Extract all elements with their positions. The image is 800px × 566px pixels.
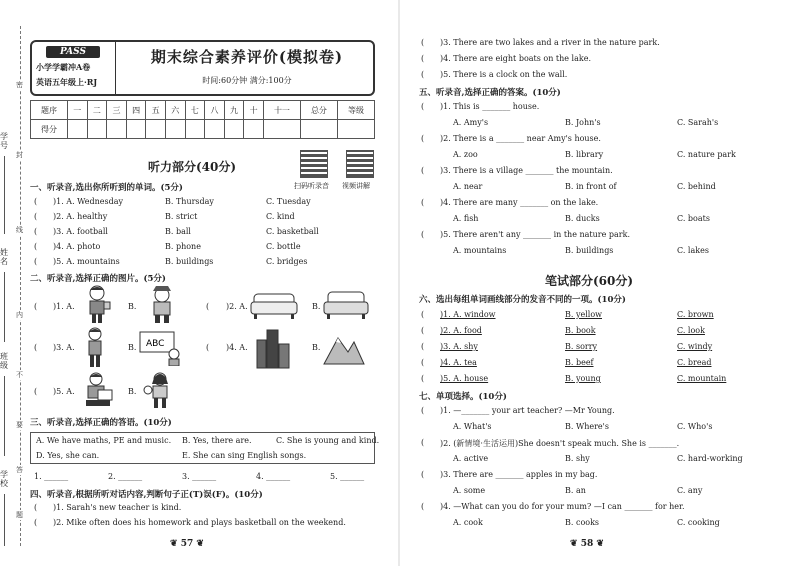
word-option-a: )1. A. window [440,310,496,319]
name-line [4,272,5,342]
choice-c: C. any [677,486,703,495]
question-option-b: B. phone [165,242,201,251]
class-label: 班级 [0,352,8,370]
score-cell: 一 [68,101,88,120]
answer-bracket[interactable]: ( [421,358,425,367]
question-stem: )4. —What can you do for your mum? —I can _______ for her. [440,502,685,511]
cut-word: 题 [16,511,23,519]
cut-word: 不 [16,371,23,379]
question-stem: )4. There are many _______ on the lake. [440,198,599,207]
listening-section-title: 听力部分(40分) [148,160,237,174]
answer-bracket[interactable]: ( [34,518,38,527]
answer-bracket[interactable]: ( [34,227,38,236]
score-cell: 得分 [31,120,68,139]
written-section-title: 笔试部分(60分) [545,274,634,288]
girl-playing-picture[interactable] [140,370,180,410]
school-line [4,494,5,546]
score-cell: 十 [244,101,264,120]
score-header-row [31,101,375,120]
choice-a: A. cook [453,518,483,527]
section-2-heading: 二、听录音,选择正确的图片。(5分) [30,274,166,284]
grade-label: 英语五年级上·RJ [36,77,98,87]
answer-bracket[interactable]: ( [34,503,38,512]
question-option-c: C. Tuesday [266,197,311,206]
class-line [4,376,5,456]
score-table [30,100,375,139]
option-b-label: B. [128,343,137,352]
qr-audio-label: 扫码听录音 [294,182,329,190]
answer-option: E. She can sing English songs. [182,451,307,460]
answer-bracket[interactable]: ( [206,302,210,311]
page-number: 57 [180,539,194,549]
choice-a: A. mountains [453,246,507,255]
school-label: 学校 [0,470,8,488]
answer-bracket[interactable]: ( [421,54,425,63]
picture-question-1: )1. A. [53,302,75,311]
word-option-a: )3. A. shy [440,342,478,351]
choice-c: C. hard-working [677,454,743,463]
right-page [405,0,800,566]
armchair-picture[interactable] [322,290,370,320]
question-option-a: )1. A. Wednesday [53,197,123,206]
student-id-label: 学号 [0,132,8,150]
score-cell: 四 [126,101,146,120]
choice-b: B. ducks [565,214,600,223]
question-option-c: C. bridges [266,257,308,266]
answer-option: B. Yes, there are. [182,436,252,445]
answer-bracket[interactable]: ( [34,343,38,352]
choice-c: C. cooking [677,518,720,527]
leaf-icon: ❦ [570,539,581,549]
score-input-cell[interactable] [337,120,374,139]
score-input-cell[interactable] [107,120,127,139]
choice-a: A. Amy's [453,118,489,127]
score-input-cell[interactable] [244,120,264,139]
answer-bracket[interactable]: ( [34,197,38,206]
question-option-b: B. Thursday [165,197,214,206]
score-cell: 七 [185,101,205,120]
qr-video-label: 视频讲解 [342,182,370,190]
section-6-heading: 六、选出每组单词画线部分的发音不同的一项。(10分) [419,295,626,305]
question-stem: )1. This is _______ house. [440,102,540,111]
choice-b: B. library [565,150,604,159]
question-stem: )3. There are _______ apples in my bag. [440,470,598,479]
answer-bracket[interactable]: ( [34,212,38,221]
answer-blank[interactable]: 5. ______ [330,472,365,481]
page-number-left [170,539,204,549]
answer-bracket[interactable]: ( [34,257,38,266]
choice-b: B. cooks [565,518,600,527]
word-option-c: C. brown [677,310,714,319]
student-id-line [4,156,5,234]
choice-b: B. shy [565,454,590,463]
answer-bracket[interactable]: ( [421,406,425,415]
question-option-b: B. ball [165,227,191,236]
true-false-statement: )1. Sarah's new teacher is kind. [53,503,182,512]
choice-c: C. boats [677,214,710,223]
answer-bracket[interactable]: ( [421,230,425,239]
word-option-a: )4. A. tea [440,358,477,367]
blackboard-picture[interactable] [138,330,182,366]
score-value-row [31,120,375,139]
answer-bracket[interactable]: ( [421,326,425,335]
answer-bracket[interactable]: ( [421,38,425,47]
brand-name: 小学学霸冲A卷 [36,62,91,72]
choice-a: A. What's [453,422,492,431]
name-label: 姓名 [0,248,8,266]
choice-a: A. some [453,486,486,495]
answer-bracket[interactable]: ( [421,166,425,175]
picture-question-5: )5. A. [53,387,75,396]
cut-word: 答 [16,466,23,474]
cut-word: 要 [16,421,23,429]
choice-c: C. lakes [677,246,709,255]
board-text: ABC [146,339,165,349]
score-cell: 题序 [31,101,68,120]
answer-bracket[interactable]: ( [421,438,425,447]
question-stem: )2. (新情境·生活运用)She doesn't speak much. She is _______. [440,439,680,448]
score-cell: 五 [146,101,166,120]
word-option-c: C. windy [677,342,713,351]
brand-box [32,42,116,94]
section-3-heading: 三、听录音,选择正确的答语。(10分) [30,418,172,428]
cut-word: 线 [16,226,23,234]
choice-c: C. behind [677,182,716,191]
section-1-heading: 一、听录音,选出你所听到的单词。(5分) [30,183,183,193]
question-stem: )5. There aren't any _______ in the nature park. [440,230,630,239]
answer-blank[interactable]: 1. ______ [34,472,69,481]
answer-bracket[interactable]: ( [421,342,425,351]
word-option-c: C. bread [677,358,712,367]
left-page [0,0,395,566]
word-option-b: B. yellow [565,310,602,319]
exam-meta: 时间:60分钟 满分:100分 [202,76,292,85]
boy-standing-picture[interactable] [80,326,110,368]
score-input-cell[interactable] [146,120,166,139]
boy-reading-picture[interactable] [78,370,118,410]
score-input-cell[interactable] [87,120,107,139]
sofa-picture[interactable] [250,290,298,320]
choice-b: B. John's [565,118,601,127]
leaf-icon: ❦ [193,539,204,549]
choice-c: C. Who's [677,422,713,431]
choice-c: C. Sarah's [677,118,719,127]
answer-bracket[interactable]: ( [421,102,425,111]
word-option-c: C. look [677,326,705,335]
answer-bracket[interactable]: ( [34,242,38,251]
choice-a: A. zoo [453,150,478,159]
question-option-a: )2. A. healthy [53,212,108,221]
leaf-icon: ❦ [170,539,181,549]
answer-bracket[interactable]: ( [421,502,425,511]
question-option-c: C. bottle [266,242,301,251]
section-5-heading: 五、听录音,选择正确的答案。(10分) [419,88,561,98]
picture-question-3: )3. A. [53,343,75,352]
question-option-c: C. basketball [266,227,319,236]
true-false-statement: )4. There are eight boats on the lake. [440,54,591,63]
score-input-cell[interactable] [165,120,185,139]
question-option-a: )5. A. mountains [53,257,120,266]
option-b-label: B. [128,387,137,396]
option-b-label: B. [312,343,321,352]
score-cell: 八 [205,101,225,120]
word-option-b: B. sorry [565,342,598,351]
leaf-icon: ❦ [593,539,604,549]
question-stem: )3. There is a village _______ the mountain. [440,166,613,175]
word-option-b: B. book [565,326,596,335]
answer-bracket[interactable]: ( [421,470,425,479]
word-option-a: )2. A. food [440,326,482,335]
question-option-b: B. strict [165,212,198,221]
exam-title: 期末综合素养评价(模拟卷) [150,48,344,66]
boy-with-hat-picture[interactable] [140,284,180,324]
answer-blank[interactable]: 4. ______ [256,472,291,481]
score-input-cell[interactable] [185,120,205,139]
answer-blank[interactable]: 3. ______ [182,472,217,481]
qr-code-audio[interactable] [300,150,328,178]
picture-question-4: )4. A. [226,343,248,352]
cut-word: 内 [16,311,23,319]
score-cell: 二 [87,101,107,120]
word-option-c: C. mountain [677,374,727,383]
question-option-c: C. kind [266,212,295,221]
score-cell: 等级 [337,101,374,120]
score-cell: 十一 [263,101,300,120]
option-b-label: B. [128,302,137,311]
page-number: 58 [580,539,594,549]
choice-a: A. active [453,454,489,463]
cut-word: 封 [16,151,23,159]
section-7-heading: 七、单项选择。(10分) [419,392,507,402]
answer-option: D. Yes, she can. [36,451,100,460]
buildings-picture[interactable] [255,326,291,370]
word-option-a: )5. A. house [440,374,489,383]
score-cell: 六 [165,101,185,120]
score-cell: 九 [224,101,244,120]
question-option-a: )4. A. photo [53,242,101,251]
score-cell: 总分 [300,101,337,120]
choice-a: A. near [453,182,483,191]
choice-c: C. nature park [677,150,736,159]
score-input-cell[interactable] [68,120,88,139]
score-input-cell[interactable] [224,120,244,139]
pass-logo: PASS [46,46,100,58]
choice-b: B. Where's [565,422,609,431]
boy-holding-cup-picture[interactable] [78,284,116,324]
option-b-label: B. [312,302,321,311]
page-number-right [570,539,604,549]
answer-bracket[interactable]: ( [421,70,425,79]
score-input-cell[interactable] [126,120,146,139]
answer-bracket[interactable]: ( [421,374,425,383]
answer-blank[interactable]: 2. ______ [108,472,143,481]
score-input-cell[interactable] [263,120,300,139]
score-cell: 三 [107,101,127,120]
exam-header [30,40,375,96]
picture-question-2: )2. A. [226,302,248,311]
page-fold [398,0,400,566]
answer-bracket[interactable]: ( [206,343,210,352]
section-4-heading: 四、听录音,根据所听对话内容,判断句子正(T)误(F)。(10分) [30,490,263,500]
answer-bracket[interactable]: ( [421,198,425,207]
answer-bracket[interactable]: ( [421,134,425,143]
answer-option: C. She is young and kind. [276,436,380,445]
choice-a: A. fish [453,214,479,223]
answer-bracket[interactable]: ( [34,302,38,311]
true-false-statement: )3. There are two lakes and a river in the nature park. [440,38,660,47]
score-input-cell[interactable] [205,120,225,139]
true-false-statement: )5. There is a clock on the wall. [440,70,568,79]
word-option-b: B. beef [565,358,594,367]
question-stem: )2. There is a _______ near Amy's house. [440,134,601,143]
choice-b: B. in front of [565,182,617,191]
word-option-b: B. young [565,374,601,383]
score-input-cell[interactable] [300,120,337,139]
mountains-picture[interactable] [322,328,366,368]
question-option-b: B. buildings [165,257,214,266]
answer-option: A. We have maths, PE and music. [36,436,172,445]
choice-b: B. buildings [565,246,614,255]
answer-bracket[interactable]: ( [421,310,425,319]
question-stem: )1. —_______ your art teacher? —Mr Young. [440,406,615,415]
true-false-statement: )2. Mike often does his homework and plays basketball on the weekend. [53,518,346,527]
qr-code-video[interactable] [346,150,374,178]
cut-word: 密 [16,81,23,89]
choice-b: B. an [565,486,586,495]
question-option-a: )3. A. football [53,227,108,236]
answer-bracket[interactable]: ( [34,387,38,396]
